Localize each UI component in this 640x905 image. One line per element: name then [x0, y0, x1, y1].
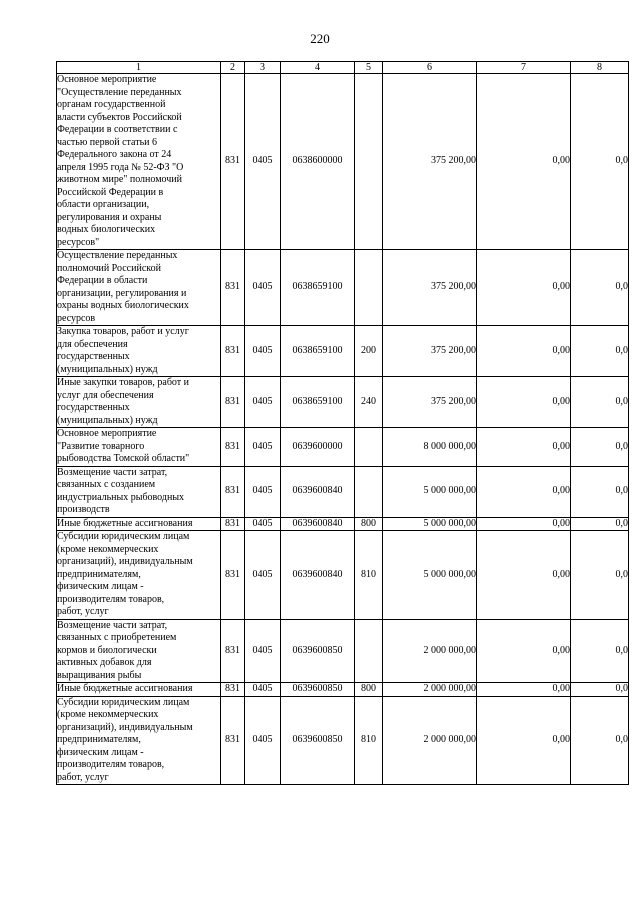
row-name-cell: Иные бюджетные ассигнования [57, 683, 221, 697]
header-cell: 8 [571, 62, 629, 74]
column-7-cell: 0,00 [477, 250, 571, 326]
amount-cell: 5 000 000,00 [383, 466, 477, 517]
target-article-cell: 0638659100 [281, 326, 355, 377]
ministry-code-cell: 831 [221, 517, 245, 531]
section-code-cell: 0405 [245, 74, 281, 250]
table-row [57, 619, 629, 683]
column-7-cell: 0,00 [477, 466, 571, 517]
ministry-code-cell: 831 [221, 619, 245, 683]
ministry-code-cell: 831 [221, 326, 245, 377]
section-code-cell: 0405 [245, 619, 281, 683]
amount-cell: 2 000 000,00 [383, 619, 477, 683]
amount-cell: 375 200,00 [383, 326, 477, 377]
target-article-cell: 0638600000 [281, 74, 355, 250]
expense-type-cell [355, 466, 383, 517]
section-code-cell: 0405 [245, 326, 281, 377]
section-code-cell: 0405 [245, 466, 281, 517]
column-8-cell: 0,0 [571, 466, 629, 517]
table-row [57, 377, 629, 428]
column-8-cell: 0,0 [571, 428, 629, 467]
column-8-cell: 0,0 [571, 250, 629, 326]
ministry-code-cell: 831 [221, 428, 245, 467]
ministry-code-cell: 831 [221, 696, 245, 785]
table-row [57, 466, 629, 517]
amount-cell: 375 200,00 [383, 74, 477, 250]
column-7-cell: 0,00 [477, 326, 571, 377]
expense-type-cell: 810 [355, 531, 383, 620]
expense-type-cell: 800 [355, 683, 383, 697]
target-article-cell: 0639600840 [281, 466, 355, 517]
table-row [57, 531, 629, 620]
column-7-cell: 0,00 [477, 428, 571, 467]
header-cell: 1 [57, 62, 221, 74]
table-row [57, 517, 629, 531]
column-8-cell: 0,0 [571, 696, 629, 785]
section-code-cell: 0405 [245, 517, 281, 531]
target-article-cell: 0639600850 [281, 683, 355, 697]
expense-type-cell: 200 [355, 326, 383, 377]
column-8-cell: 0,0 [571, 74, 629, 250]
table-row [57, 428, 629, 467]
page-number: 220 [310, 31, 330, 46]
row-name-cell: Осуществление переданных полномочий Российской Федерации в области организации, регулирования и охраны водных биологических ресурсов [57, 250, 221, 326]
amount-cell: 5 000 000,00 [383, 517, 477, 531]
table-row [57, 74, 629, 250]
column-8-cell: 0,0 [571, 619, 629, 683]
header-cell: 5 [355, 62, 383, 74]
amount-cell: 375 200,00 [383, 250, 477, 326]
amount-cell: 2 000 000,00 [383, 683, 477, 697]
row-name-cell: Основное мероприятие "Развитие товарного рыбоводства Томской области" [57, 428, 221, 467]
amount-cell: 8 000 000,00 [383, 428, 477, 467]
header-cell: 3 [245, 62, 281, 74]
column-7-cell: 0,00 [477, 619, 571, 683]
column-8-cell: 0,0 [571, 683, 629, 697]
column-7-cell: 0,00 [477, 517, 571, 531]
column-7-cell: 0,00 [477, 696, 571, 785]
section-code-cell: 0405 [245, 428, 281, 467]
table-row [57, 696, 629, 785]
column-7-cell: 0,00 [477, 377, 571, 428]
target-article-cell: 0639600840 [281, 531, 355, 620]
header-cell: 2 [221, 62, 245, 74]
column-7-cell: 0,00 [477, 683, 571, 697]
row-name-cell: Иные бюджетные ассигнования [57, 517, 221, 531]
row-name-cell: Субсидии юридическим лицам (кроме некоммерческих организаций), индивидуальным предпринимателям, физическим лицам - производителям товаров, работ, услуг [57, 531, 221, 620]
table-row [57, 326, 629, 377]
target-article-cell: 0638659100 [281, 377, 355, 428]
target-article-cell: 0639600850 [281, 619, 355, 683]
expense-type-cell [355, 74, 383, 250]
expense-type-cell [355, 619, 383, 683]
expense-type-cell: 800 [355, 517, 383, 531]
amount-cell: 5 000 000,00 [383, 531, 477, 620]
target-article-cell: 0638659100 [281, 250, 355, 326]
column-8-cell: 0,0 [571, 326, 629, 377]
header-cell: 6 [383, 62, 477, 74]
row-name-cell: Основное мероприятие "Осуществление переданных органам государственной власти субъектов Российской Федерации в соответствии с частью первой статьи 6 Федерального закона от 24 апреля 1995 года № 52-ФЗ "О животном мире" полномочий Российской Федерации в области организации, регулирования и охраны водных биологических ресурсов" [57, 74, 221, 250]
section-code-cell: 0405 [245, 683, 281, 697]
row-name-cell: Возмещение части затрат, связанных с приобретением кормов и биологически активных добавок для выращивания рыбы [57, 619, 221, 683]
ministry-code-cell: 831 [221, 74, 245, 250]
ministry-code-cell: 831 [221, 250, 245, 326]
table-row [57, 250, 629, 326]
section-code-cell: 0405 [245, 377, 281, 428]
expense-type-cell: 810 [355, 696, 383, 785]
budget-table [56, 61, 629, 785]
column-7-cell: 0,00 [477, 531, 571, 620]
target-article-cell: 0639600840 [281, 517, 355, 531]
table-body [57, 74, 629, 785]
table-row [57, 683, 629, 697]
header-cell: 7 [477, 62, 571, 74]
header-cell: 4 [281, 62, 355, 74]
row-name-cell: Субсидии юридическим лицам (кроме некоммерческих организаций), индивидуальным предпринимателям, физическим лицам - производителям товаров, работ, услуг [57, 696, 221, 785]
amount-cell: 2 000 000,00 [383, 696, 477, 785]
expense-type-cell [355, 250, 383, 326]
ministry-code-cell: 831 [221, 466, 245, 517]
target-article-cell: 0639600000 [281, 428, 355, 467]
expense-type-cell: 240 [355, 377, 383, 428]
row-name-cell: Иные закупки товаров, работ и услуг для обеспечения государственных (муниципальных) нужд [57, 377, 221, 428]
section-code-cell: 0405 [245, 696, 281, 785]
row-name-cell: Возмещение части затрат, связанных с созданием индустриальных рыбоводных производств [57, 466, 221, 517]
column-8-cell: 0,0 [571, 517, 629, 531]
target-article-cell: 0639600850 [281, 696, 355, 785]
column-8-cell: 0,0 [571, 531, 629, 620]
column-7-cell: 0,00 [477, 74, 571, 250]
expense-type-cell [355, 428, 383, 467]
section-code-cell: 0405 [245, 250, 281, 326]
ministry-code-cell: 831 [221, 531, 245, 620]
section-code-cell: 0405 [245, 531, 281, 620]
amount-cell: 375 200,00 [383, 377, 477, 428]
header-row [57, 62, 629, 74]
ministry-code-cell: 831 [221, 683, 245, 697]
ministry-code-cell: 831 [221, 377, 245, 428]
row-name-cell: Закупка товаров, работ и услуг для обеспечения государственных (муниципальных) нужд [57, 326, 221, 377]
column-8-cell: 0,0 [571, 377, 629, 428]
